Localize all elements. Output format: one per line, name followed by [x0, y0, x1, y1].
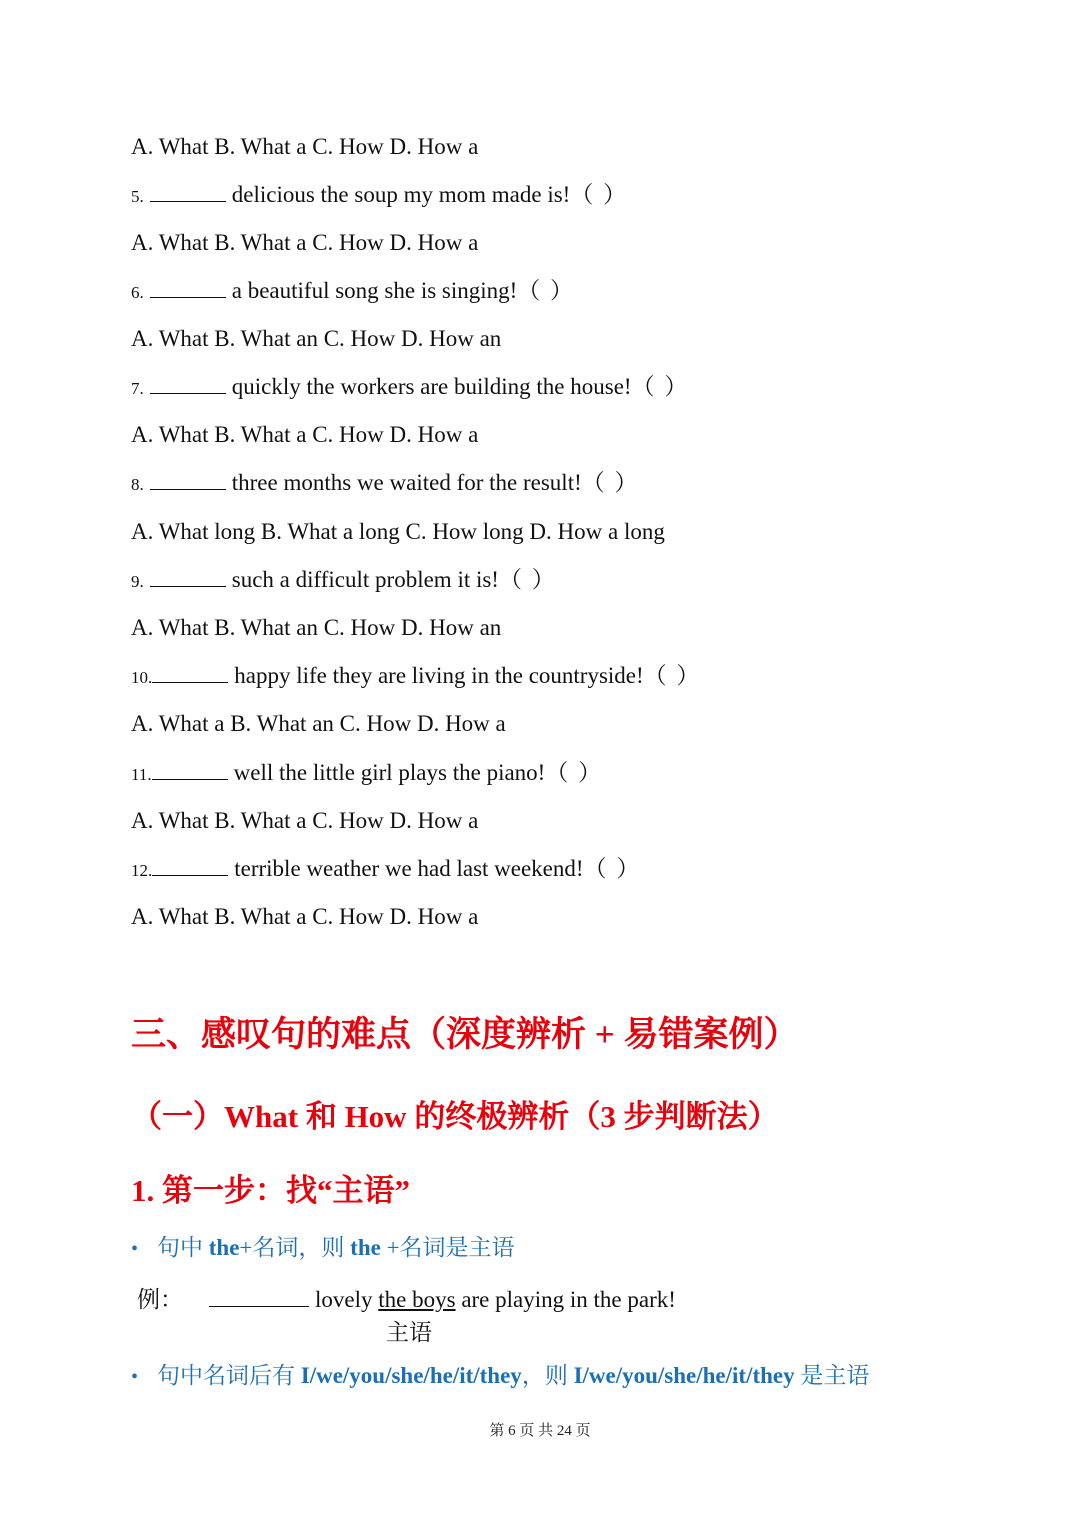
- answer-paren: （ ）: [545, 760, 604, 785]
- example-sentence: 例： lovely the boys are playing in the park!: [137, 1287, 676, 1312]
- bullet-dot-icon: •: [131, 1238, 139, 1260]
- underlined-subject: the boys: [378, 1287, 456, 1312]
- answer-blank: [150, 279, 226, 298]
- question-8: [131, 468, 640, 500]
- question-9: [131, 565, 557, 597]
- example-label: 例：: [137, 1287, 183, 1312]
- question-number: 7.: [131, 379, 144, 398]
- answer-paren: （ ）: [498, 567, 557, 592]
- answer-blank: [209, 1288, 309, 1307]
- question-number: 12.: [131, 861, 153, 880]
- answer-paren: （ ）: [581, 470, 640, 495]
- question-number: 8.: [131, 475, 144, 494]
- question-stem: happy life they are living in the countryside!: [234, 663, 644, 688]
- question-number: 9.: [131, 572, 144, 591]
- rule-bullet-1: • 句中 the+名词，则 the +名词是主语: [131, 1233, 515, 1264]
- question-stem: terrible weather we had last weekend!: [234, 856, 584, 881]
- question-number: 10.: [131, 668, 153, 687]
- question-6: [131, 276, 575, 308]
- q5-options: A. What B. What a C. How D. How a: [131, 230, 479, 255]
- answer-paren: （ ）: [517, 278, 576, 303]
- question-number: 6.: [131, 283, 144, 302]
- q9-options: A. What B. What an C. How D. How an: [131, 615, 502, 640]
- answer-blank: [150, 183, 226, 202]
- q12-options: A. What B. What a C. How D. How a: [131, 904, 479, 929]
- question-7: [131, 372, 689, 404]
- q7-options: A. What B. What a C. How D. How a: [131, 422, 479, 447]
- answer-blank: [150, 568, 226, 587]
- answer-blank: [150, 471, 226, 490]
- q6-options: A. What B. What an C. How D. How an: [131, 326, 502, 351]
- rule-bullet-2: • 句中名词后有 I/we/you/she/he/it/they，则 I/we/you/she/he/it/they 是主语: [131, 1361, 869, 1392]
- question-12: [131, 854, 641, 886]
- answer-blank: [152, 761, 228, 780]
- section-heading: 三、感叹句的难点（深度辨析 + 易错案例）: [131, 1015, 799, 1054]
- question-stem: delicious the soup my mom made is!: [231, 182, 571, 207]
- answer-blank: [152, 664, 228, 683]
- question-number: 5.: [131, 187, 144, 206]
- answer-paren: （ ）: [631, 374, 690, 399]
- question-stem: a beautiful song she is singing!: [231, 278, 518, 303]
- answer-paren: （ ）: [643, 663, 702, 688]
- question-stem: quickly the workers are building the house!: [231, 374, 632, 399]
- q4-options: A. What B. What a C. How D. How a: [131, 134, 479, 159]
- answer-blank: [150, 375, 226, 394]
- answer-paren: （ ）: [570, 182, 629, 207]
- question-number: 11.: [131, 765, 152, 784]
- question-stem: well the little girl plays the piano!: [233, 760, 546, 785]
- step-heading: 1. 第一步：找“主语”: [131, 1173, 410, 1208]
- answer-paren: （ ）: [583, 856, 642, 881]
- page-footer: 第 6 页 共 24 页: [489, 1423, 591, 1439]
- question-10: [131, 661, 701, 693]
- subject-annotation: 主语: [386, 1320, 432, 1345]
- question-5: [131, 180, 628, 212]
- question-11: [131, 758, 603, 790]
- q8-options: A. What long B. What a long C. How long D. How a long: [131, 519, 665, 544]
- sub-heading: （一）What 和 How 的终极辨析（3 步判断法）: [131, 1099, 779, 1134]
- question-stem: such a difficult problem it is!: [231, 567, 499, 592]
- question-stem: three months we waited for the result!: [231, 470, 582, 495]
- q11-options: A. What B. What a C. How D. How a: [131, 808, 479, 833]
- answer-blank: [152, 857, 228, 876]
- bullet-dot-icon: •: [131, 1366, 139, 1388]
- q10-options: A. What a B. What an C. How D. How a: [131, 711, 506, 736]
